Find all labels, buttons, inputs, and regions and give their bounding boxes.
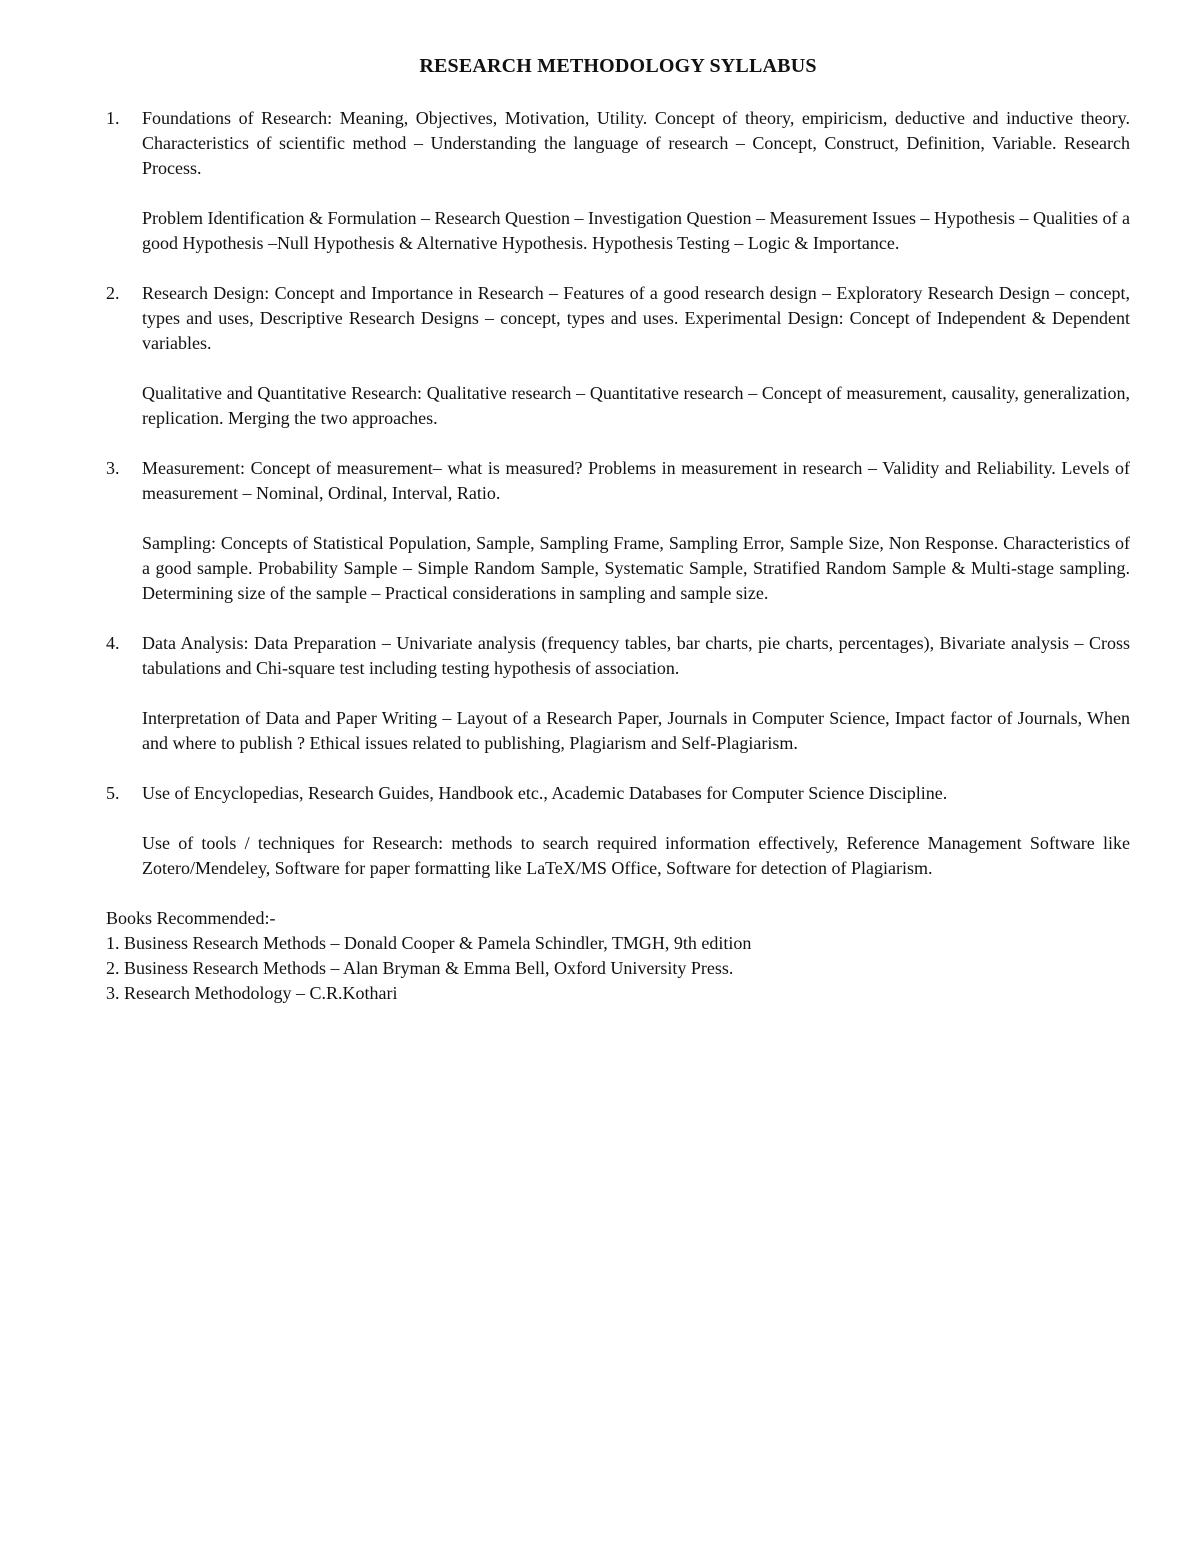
- item-paragraph: Qualitative and Quantitative Research: Qualitative research – Quantitative research – Concept of measurement, causality, generalization, replication. Merging the two approaches.: [142, 383, 1130, 428]
- item-paragraph: Data Analysis: Data Preparation – Univariate analysis (frequency tables, bar charts, pie charts, percentages), Bivariate analysis – Cross tabulations and Chi-square test including testing hypothesis of association.: [142, 633, 1130, 678]
- item-number: 5.: [106, 783, 120, 803]
- syllabus-item-4: [106, 631, 1130, 756]
- item-number: 4.: [106, 633, 120, 653]
- item-paragraph: Sampling: Concepts of Statistical Population, Sample, Sampling Frame, Sampling Error, Sample Size, Non Response. Characteristics of a good sample. Probability Sample – Simple Random Sample, Systematic Sample, Stratified Random Sample & Multi-stage sampling. Determining size of the sample – Practical considerations in sampling and sample size.: [142, 533, 1130, 603]
- book-entry: 3. Research Methodology – C.R.Kothari: [106, 983, 398, 1003]
- item-paragraph: Use of Encyclopedias, Research Guides, Handbook etc., Academic Databases for Computer Science Discipline.: [142, 783, 948, 803]
- book-entry: 2. Business Research Methods – Alan Bryman & Emma Bell, Oxford University Press.: [106, 958, 734, 978]
- syllabus-content: [106, 106, 1130, 1006]
- books-heading: Books Recommended:-: [106, 908, 276, 928]
- item-paragraph: Interpretation of Data and Paper Writing – Layout of a Research Paper, Journals in Computer Science, Impact factor of Journals, When and where to publish ? Ethical issues related to publishing, Plagiarism and Self-Plagiarism.: [142, 708, 1130, 753]
- item-paragraph: Foundations of Research: Meaning, Objectives, Motivation, Utility. Concept of theory, empiricism, deductive and inductive theory. Characteristics of scientific method – Understanding the language of research – Concept, Construct, Definition, Variable. Research Process.: [142, 108, 1130, 178]
- item-paragraph: Research Design: Concept and Importance in Research – Features of a good research design – Exploratory Research Design – concept, types and uses, Descriptive Research Designs – concept, types and uses. Experimental Design: Concept of Independent & Dependent variables.: [142, 283, 1130, 353]
- syllabus-item-2: [106, 281, 1130, 431]
- item-paragraph: Measurement: Concept of measurement– what is measured? Problems in measurement in research – Validity and Reliability. Levels of measurement – Nominal, Ordinal, Interval, Ratio.: [142, 458, 1130, 503]
- item-number: 2.: [106, 283, 120, 303]
- document-title: RESEARCH METHODOLOGY SYLLABUS: [419, 55, 817, 77]
- syllabus-item-3: [106, 456, 1130, 606]
- syllabus-item-1: [106, 106, 1130, 256]
- book-entry: 1. Business Research Methods – Donald Cooper & Pamela Schindler, TMGH, 9th edition: [106, 933, 752, 953]
- syllabus-item-5: [106, 781, 1130, 881]
- item-paragraph: Use of tools / techniques for Research: methods to search required information effectively, Reference Management Software like Zotero/Mendeley, Software for paper formatting like LaTeX/MS Office, Software for detection of Plagiarism.: [142, 833, 1130, 878]
- item-number: 1.: [106, 108, 120, 128]
- item-number: 3.: [106, 458, 120, 478]
- item-paragraph: Problem Identification & Formulation – Research Question – Investigation Question – Measurement Issues – Hypothesis – Qualities of a good Hypothesis –Null Hypothesis & Alternative Hypothesis. Hypothesis Testing – Logic & Importance.: [142, 208, 1130, 253]
- books-recommended: [106, 906, 1130, 1006]
